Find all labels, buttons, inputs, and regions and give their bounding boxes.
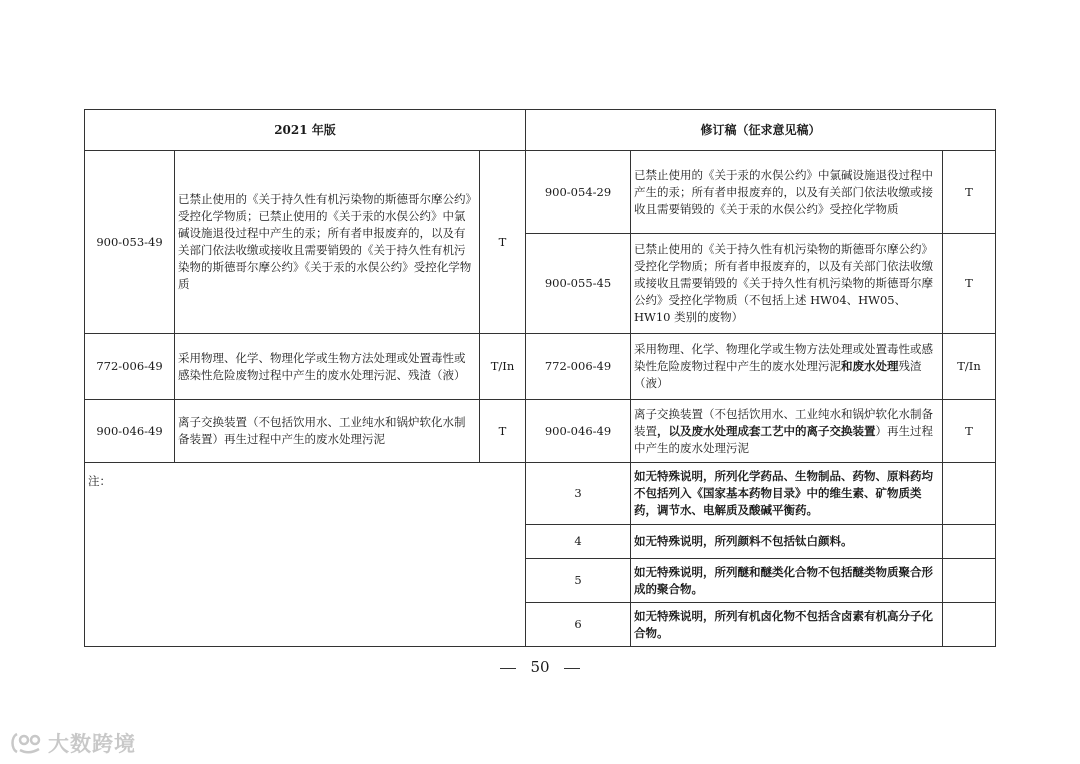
table-row	[85, 151, 996, 234]
dash-left	[500, 668, 516, 669]
old-code: 900-053-49	[85, 151, 175, 334]
desc-text: ）再生过程中产生的废水处理污泥	[634, 423, 933, 455]
note-text: 如无特殊说明，所列化学药品、生物制品、药物、原料药均不包括列入《国家基本药物目录》中的维生素、矿物质类药，调节水、电解质及酸碱平衡药。	[631, 463, 943, 525]
old-hazard-tag: T/In	[480, 334, 526, 400]
new-description: 已禁止使用的《关于持久性有机污染物的斯德哥尔摩公约》受控化学物质；所有者申报废弃的，以及有关部门依法收缴或接收且需要销毁的《关于持久性有机污染物的斯德哥尔摩公约》受控化学物质（不包括上述 HW04、HW05、HW10 类别的废物）	[631, 234, 943, 334]
note-number: 4	[526, 525, 631, 559]
new-code: 772-006-49	[526, 334, 631, 400]
old-hazard-tag: T	[480, 151, 526, 334]
table-row	[85, 334, 996, 400]
note-empty-cell	[943, 463, 996, 525]
note-empty-cell	[943, 603, 996, 647]
note-text: 如无特殊说明，所列颜料不包括钛白颜料。	[631, 525, 943, 559]
new-hazard-tag: T	[943, 151, 996, 234]
page-number	[0, 658, 1080, 676]
desc-text: 残渣（液）	[634, 359, 922, 390]
notes-label: 注：	[85, 463, 526, 647]
comparison-table	[84, 109, 996, 647]
note-text: 如无特殊说明，所列有机卤化物不包括含卤素有机高分子化合物。	[631, 603, 943, 647]
old-code: 900-046-49	[85, 400, 175, 463]
note-number: 3	[526, 463, 631, 525]
new-description	[631, 400, 943, 463]
header-2021-edition: 2021 年版	[85, 110, 526, 151]
new-code: 900-055-45	[526, 234, 631, 334]
old-description: 已禁止使用的《关于持久性有机污染物的斯德哥尔摩公约》受控化学物质；已禁止使用的《关于汞的水俣公约》中氯碱设施退役过程中产生的汞；所有者申报废弃的，以及有关部门依法收缴或接收且需要销毁的《关于持久性有机污染物的斯德哥尔摩公约》《关于汞的水俣公约》受控化学物质	[175, 151, 480, 334]
old-hazard-tag: T	[480, 400, 526, 463]
old-description: 离子交换装置（不包括饮用水、工业纯水和锅炉软化水制备装置）再生过程中产生的废水处理污泥	[175, 400, 480, 463]
watermark-logo-icon	[8, 731, 44, 755]
new-code: 900-054-29	[526, 151, 631, 234]
new-code: 900-046-49	[526, 400, 631, 463]
new-description: 已禁止使用的《关于汞的水俣公约》中氯碱设施退役过程中产生的汞；所有者申报废弃的，以及有关部门依法收缴或接收且需要销毁的《关于汞的水俣公约》受控化学物质	[631, 151, 943, 234]
watermark	[8, 728, 136, 758]
note-row	[85, 463, 996, 525]
note-number: 6	[526, 603, 631, 647]
new-hazard-tag: T	[943, 400, 996, 463]
desc-text-revised: ，以及废水处理成套工艺中的离子交换装置	[657, 423, 876, 438]
note-empty-cell	[943, 525, 996, 559]
dash-right	[564, 668, 580, 669]
desc-text: 采用物理、化学、物理化学或生物方法处理或处置毒性或感染性危险废物过程中产生的废水处理污泥	[634, 342, 933, 373]
header-revised-draft: 修订稿（征求意见稿）	[526, 110, 996, 151]
new-description	[631, 334, 943, 400]
table-row	[85, 400, 996, 463]
note-number: 5	[526, 559, 631, 603]
note-text: 如无特殊说明，所列醚和醚类化合物不包括醚类物质聚合形成的聚合物。	[631, 559, 943, 603]
old-code: 772-006-49	[85, 334, 175, 400]
old-description: 采用物理、化学、物理化学或生物方法处理或处置毒性或感染性危险废物过程中产生的废水处理污泥、残渣（液）	[175, 334, 480, 400]
header-row	[85, 110, 996, 151]
new-hazard-tag: T/In	[943, 334, 996, 400]
watermark-text: 大数跨境	[48, 732, 136, 756]
desc-text: 离子交换装置（不包括饮用水、工业纯水和锅炉软化水制备装置	[634, 406, 933, 438]
new-hazard-tag: T	[943, 234, 996, 334]
desc-text-revised: 和废水处理	[841, 359, 899, 373]
note-empty-cell	[943, 559, 996, 603]
page-number-value: 50	[530, 658, 550, 676]
